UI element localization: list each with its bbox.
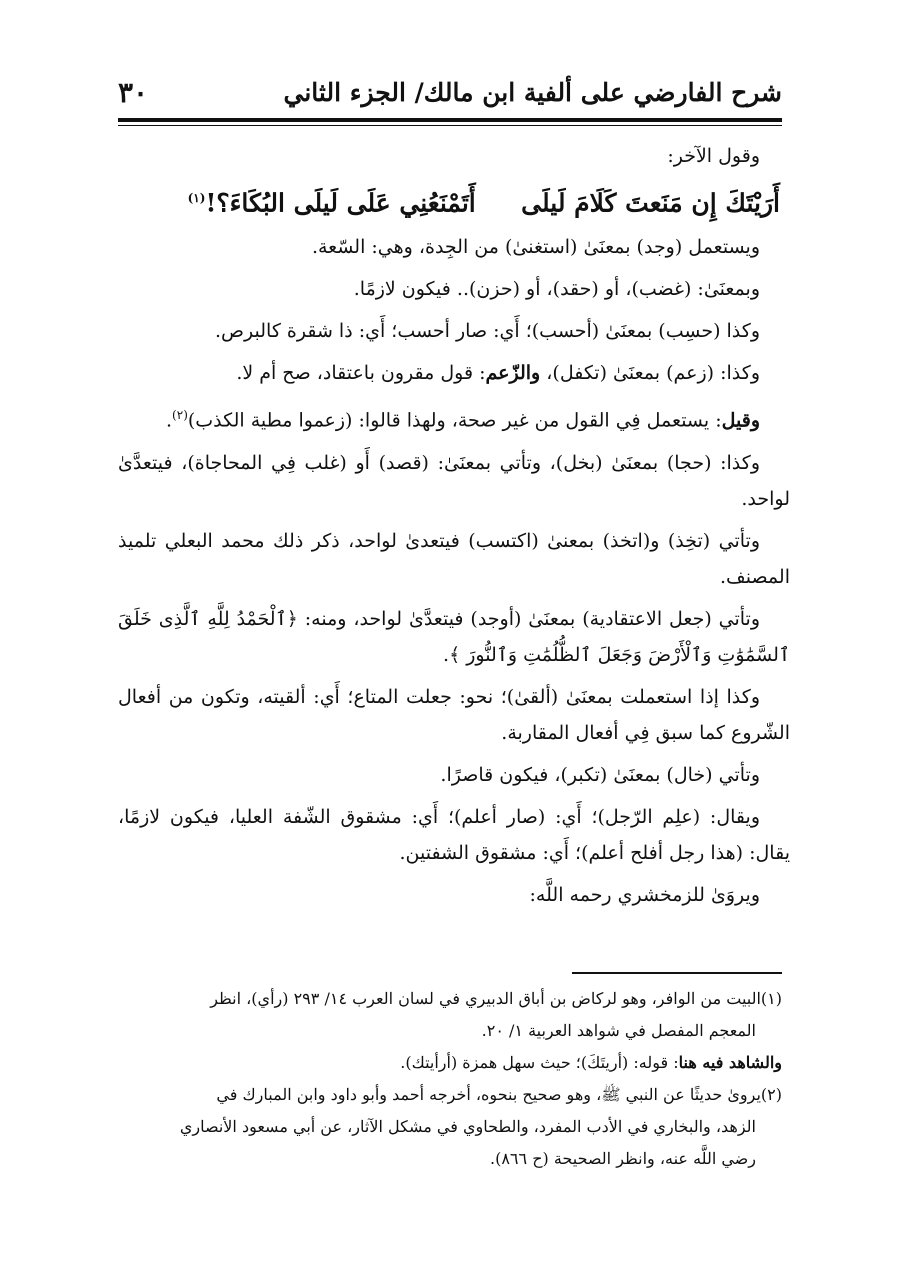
paragraph <box>118 601 790 673</box>
footnotes <box>118 984 782 1176</box>
main-text <box>118 138 790 919</box>
footnote-mark: (٢) <box>172 408 188 423</box>
paragraph: وكذا إذا استعملت بمعنَىٰ (ألقىٰ)؛ نحو: جعلت المتاع؛ أَي: ألقيته، وتكون من أفعال الشّروع كما سبق فِي أفعال المقاربة. <box>118 685 790 744</box>
poetry-verse <box>118 180 790 221</box>
paragraph: ويقال: (علِم الرّجل)؛ أَي: (صار أعلم)؛ أَي: مشقوق الشّفة العليا، فيكون لازمًا، يقال: (هذا رجل أفلح أعلم)؛ أَي: مشقوق الشفتين. <box>118 805 790 864</box>
footnote-line: المعجم المفصل في شواهد العربية ١/ ٢٠. <box>481 1021 756 1040</box>
paragraph <box>118 397 790 438</box>
text-run: : قوله: (أريتَكَ)؛ حيث سهل همزة (أرأيتك). <box>400 1053 679 1072</box>
bold-term: والزّعم <box>485 362 541 385</box>
paragraph: وكذا (حسِب) بمعنَىٰ (أحسب)؛ أَي: صار أحسب؛ أَي: ذا شقرة كالبرص. <box>215 320 760 343</box>
footnote-line: (٢)يروىٰ حديثًا عن النبي ﷺ، وهو صحيح بنحوه، أخرجه أحمد وأبو داود وابن المبارك في <box>216 1085 782 1104</box>
paragraph <box>118 355 790 391</box>
footnote-separator <box>572 972 782 974</box>
paragraph: وكذا: (حجا) بمعنَىٰ (بخل)، وتأتي بمعنَىٰ: (قصد) أَو (غلب فِي المحاجاة)، فيتعدَّىٰ لواحد. <box>118 451 790 510</box>
paragraph: ويستعمل (وجد) بمعنَىٰ (استغنىٰ) من الجِدة، وهي: السّعة. <box>311 236 760 259</box>
footnote-line <box>118 1048 782 1078</box>
header-rule-thick <box>118 118 782 122</box>
bold-term: والشاهد فيه هنا <box>678 1053 782 1072</box>
verse-hemistich-first: أَرَيْتَكَ إِن مَنَعتَ كَلَامَ لَيلَى <box>521 188 780 218</box>
quran-quote: ﴿ٱلْحَمْدُ لِلَّهِ ٱلَّذِى خَلَقَ ٱلسَّمَٰوَٰتِ وَٱلْأَرْضَ وَجَعَلَ ٱلظُّلُمَٰتِ وَٱلنُّورَ ﴾ <box>118 607 790 666</box>
text-run: : يستعمل فِي القول من غير صحة، ولهذا قالوا: (زعموا مطية الكذب) <box>187 409 722 432</box>
paragraph: وتأتي (خال) بمعنَىٰ (تكبر)، فيكون قاصرًا. <box>440 763 760 786</box>
running-title: شرح الفارضي على ألفية ابن مالك/ الجزء الثاني <box>283 77 782 107</box>
footnote-line: (١)البيت من الوافر، وهو لركاض بن أباق الدبيري في لسان العرب ١٤/ ٢٩٣ (رأي)، انظر <box>210 989 782 1008</box>
bold-term: وقيل <box>721 409 760 432</box>
text-run: : قول مقرون باعتقاد، صح أم لا. <box>236 362 486 385</box>
paragraph: وبمعنَىٰ: (غضب)، أو (حقد)، أو (حزن).. فيكون لازمًا. <box>353 278 760 301</box>
paragraph: وتأتي (تخِذ) و(اتخذ) بمعنىٰ (اكتسب) فيتعدىٰ لواحد، ذكر ذلك محمد البعلي تلميذ المصنف. <box>118 529 790 588</box>
page-header <box>118 70 782 114</box>
text-run: وتأتي (جعل الاعتقادية) بمعنَىٰ (أوجد) فيتعدَّىٰ لواحد، ومنه: <box>297 607 760 630</box>
page-number: ٣٠ <box>118 75 149 109</box>
text-run: . <box>443 643 450 666</box>
footnote-line: الزهد، والبخاري في الأدب المفرد، والطحاوي في مشكل الآثار، عن أبي مسعود الأنصاري <box>179 1117 756 1136</box>
verse-intro: وقول الآخر: <box>667 145 760 167</box>
verse-hemistich-second: أَتَمْنَعُنِي عَلَى لَيلَى البُكَاءَ؟! <box>205 188 476 218</box>
text-run: وكذا: (زعم) بمعنَىٰ (تكفل)، <box>540 362 760 385</box>
header-rule-thin <box>118 125 782 126</box>
footnote-line: رضي اللَّه عنه، وانظر الصحيحة (ح ٨٦٦). <box>490 1149 756 1168</box>
paragraph: ويروَىٰ للزمخشري رحمه اللَّه: <box>529 883 760 906</box>
text-run: . <box>166 409 173 432</box>
footnote-mark: (١) <box>187 191 206 205</box>
